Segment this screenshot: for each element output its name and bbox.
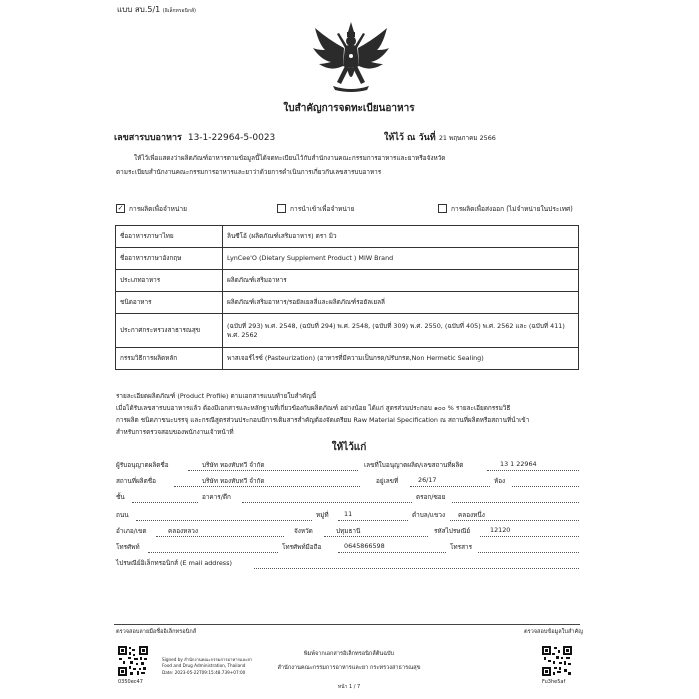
note-line-1: รายละเอียดผลิตภัณฑ์ (Product Profile) ตามเอกสารแนบท้ายใบสำคัญนี้ <box>116 392 317 400</box>
license-no-value: 13 1 22964 <box>500 460 537 468</box>
road-label: ถนน <box>116 511 129 519</box>
dotted-line <box>338 520 408 521</box>
footer-center-line-1: พิมพ์จากเอกสารอิเล็กทรอนิกส์ต้นฉบับ <box>303 651 395 657</box>
moo-value: 11 <box>344 510 353 518</box>
checkbox-label: การผลิตเพื่อส่งออก (ไม่จำหน่ายในประเทศ) <box>451 205 573 213</box>
table-row-value: ผลิตภัณฑ์เสริมอาหาร <box>223 270 579 292</box>
district-label: อำเภอ/เขต <box>116 527 147 535</box>
date-label: ให้ไว้ ณ วันที่ <box>384 133 436 143</box>
dotted-line <box>132 502 198 503</box>
subdistrict-label: ตำบล/แขวง <box>412 511 446 519</box>
dotted-line <box>156 536 284 537</box>
form-code <box>117 3 196 16</box>
table-row-value: (ฉบับที่ 293) พ.ศ. 2548, (ฉบับที่ 294) พ.ศ. 2548, (ฉบับที่ 309) พ.ศ. 2550, (ฉบับที่ 405) พ.ศ. 2562 และ (ฉบับที่ 411) พ.ศ. 2562 <box>223 314 579 348</box>
moo-label: หมู่ที่ <box>316 511 329 519</box>
dotted-line <box>136 520 312 521</box>
table-row-value: ผลิตภัณฑ์เสริมอาหาร/รอยัลเยลลี่และผลิตภัณฑ์รอยัลเยลลี่ <box>223 292 579 314</box>
table-row <box>116 292 579 314</box>
dotted-line <box>148 552 278 553</box>
subdistrict-value: คลองหนึ่ง <box>458 511 485 519</box>
checkbox-production-for-export[interactable] <box>438 203 573 214</box>
page-number: หน้า 1 / 7 <box>337 684 361 690</box>
table-row <box>116 314 579 348</box>
table-row-label: ประกาศกระทรวงสาธารณสุข <box>116 314 223 348</box>
signed-line-3: Date: 2023-05-22T09:15:48.739+07:00 <box>162 670 246 675</box>
footer-right-caption: ตรวจสอบข้อมูลใบสำคัญ <box>524 629 584 635</box>
intro-line-1: ให้ไว้เพื่อแสดงว่าผลิตภัณฑ์อาหารตามข้อมูลนี้ได้จดทะเบียนไว้กับสำนักงานคณะกรรมการอาหารและยาหรือจังหวัด <box>134 154 446 162</box>
dotted-line <box>410 486 490 487</box>
mobile-label: โทรศัพท์มือถือ <box>282 543 322 551</box>
note-line-2: เมื่อได้รับเลขสารบบอาหารแล้ว ต้องมีเอกสารและหลักฐานที่เกี่ยวข้องกับผลิตภัณฑ์ อย่างน้อย ได้แก่ สูตรส่วนประกอบ ๑๐๐ % รายละเอียดกรรมวิธี <box>116 404 511 412</box>
checkbox-label: การผลิตเพื่อจำหน่าย <box>129 205 187 213</box>
licensee-label: ผู้รับอนุญาตผลิตชื่อ <box>116 461 169 469</box>
table-row-value: พาสเจอร์ไรซ์ (Pasteurization) (อาหารที่มีความเป็นกรด/ปรับกรด,Non Hermetic Sealing) <box>223 348 579 370</box>
dotted-line <box>487 470 579 471</box>
issue-date <box>384 130 496 144</box>
dotted-line <box>512 486 579 487</box>
footer-left-caption: ตรวจสอบลายมือชื่ออิเล็กทรอนิกส์ <box>116 629 197 635</box>
qr-right-code: Fu3he5af <box>542 679 566 685</box>
form-code-sub: (อิเล็กทรอนิกส์) <box>162 8 196 14</box>
reg-number-value: 13-1-22964-5-0023 <box>187 133 276 143</box>
footer-center-line-2: สำนักงานคณะกรรมการอาหารและยา กระทรวงสาธารณสุข <box>277 665 421 671</box>
licensee-value: บริษัท ทองทับทวี จำกัด <box>202 461 265 469</box>
table-row <box>116 348 579 370</box>
dotted-line <box>242 502 412 503</box>
document-page <box>92 0 606 699</box>
house-no-label: อยู่เลขที่ <box>376 477 399 485</box>
dotted-line <box>254 568 579 569</box>
postcode-value: 12120 <box>490 526 511 534</box>
district-value: คลองหลวง <box>168 527 198 535</box>
form-code-text: แบบ สบ.5/1 <box>117 5 161 14</box>
table-row-value: ลินซีโอ้ (ผลิตภัณฑ์เสริมอาหาร) ตรา มิว <box>223 226 579 248</box>
dotted-line <box>338 552 446 553</box>
table-row <box>116 248 579 270</box>
table-row-value: LynCee'O (Dietary Supplement Product ) MIW Brand <box>223 248 579 270</box>
email-label: ไปรษณีย์อิเล็กทรอนิกส์ (E mail address) <box>116 559 232 567</box>
intro-line-2: ตามระเบียบสำนักงานคณะกรรมการอาหารและยาว่าด้วยการดำเนินการเกี่ยวกับเลขสารบบอาหาร <box>116 168 382 176</box>
phone-label: โทรศัพท์ <box>116 543 140 551</box>
checkbox-label: การนำเข้าเพื่อจำหน่าย <box>290 205 355 213</box>
qr-left-code: 0350ec47 <box>118 679 143 685</box>
date-value: 21 พฤษภาคม 2566 <box>438 134 496 142</box>
province-value: ปทุมธานี <box>336 527 361 535</box>
checkbox-box[interactable] <box>277 204 286 213</box>
food-info-table <box>115 225 579 370</box>
dotted-line <box>478 552 579 553</box>
postcode-label: รหัสไปรษณีย์ <box>434 527 471 535</box>
license-no-label: เลขที่ใบอนุญาตผลิต/เลขสถานที่ผลิต <box>364 461 464 469</box>
checkbox-production-for-sale[interactable] <box>116 203 187 214</box>
table-row <box>116 226 579 248</box>
table-row-label: ประเภทอาหาร <box>116 270 223 292</box>
note-line-3: การผลิต ชนิดภาชนะบรรจุ และกรณีสูตรส่วนประกอบมีการเติมสารสำคัญต้องจัดเตรียม Raw Material Specification ณ สถานที่ผลิตหรือสถานที่นำเข้า <box>116 416 530 424</box>
place-value: บริษัท ทองทับทวี จำกัด <box>202 477 265 485</box>
dotted-line <box>450 520 579 521</box>
house-no-value: 26/17 <box>418 476 437 484</box>
checkbox-import-for-sale[interactable] <box>277 203 354 214</box>
dotted-line <box>480 536 579 537</box>
table-row-label: ชื่ออาหารภาษาไทย <box>116 226 223 248</box>
room-label: ห้อง <box>494 477 506 485</box>
table-row-label: กรรมวิธีการผลิตหลัก <box>116 348 223 370</box>
garuda-emblem-icon <box>311 20 391 94</box>
dotted-line <box>188 470 358 471</box>
place-label: สถานที่ผลิตชื่อ <box>116 477 156 485</box>
signed-line-1: Signed by สำนักงานคณะกรรมการอาหารและยา <box>162 657 253 662</box>
note-line-4: สำหรับการตรวจสอบของพนักงานเจ้าหน้าที่ <box>116 428 234 436</box>
issued-to-title: ให้ไว้แก่ <box>331 442 367 453</box>
checkbox-box[interactable] <box>438 204 447 213</box>
footer-divider <box>114 624 580 625</box>
reg-label: เลขสารบบอาหาร <box>114 133 182 143</box>
table-row <box>116 270 579 292</box>
building-label: อาคาร/ตึก <box>202 493 231 501</box>
checkbox-box[interactable]: ✓ <box>117 204 124 212</box>
signed-line-2: Food and Drug Administration, Thailand <box>162 663 246 668</box>
dotted-line <box>452 502 579 503</box>
floor-label: ชั้น <box>116 493 125 501</box>
dotted-line <box>324 536 428 537</box>
dotted-line <box>174 486 360 487</box>
province-label: จังหวัด <box>294 527 313 535</box>
table-row-label: ชื่ออาหารภาษาอังกฤษ <box>116 248 223 270</box>
registration-number <box>114 130 275 144</box>
document-title: ใบสำคัญการจดทะเบียนอาหาร <box>283 103 415 114</box>
mobile-value: 0645866598 <box>344 542 385 550</box>
verify-qr-code-icon[interactable] <box>542 646 572 676</box>
soi-label: ตรอก/ซอย <box>416 493 446 501</box>
fax-label: โทรสาร <box>450 543 472 551</box>
table-row-label: ชนิดอาหาร <box>116 292 223 314</box>
